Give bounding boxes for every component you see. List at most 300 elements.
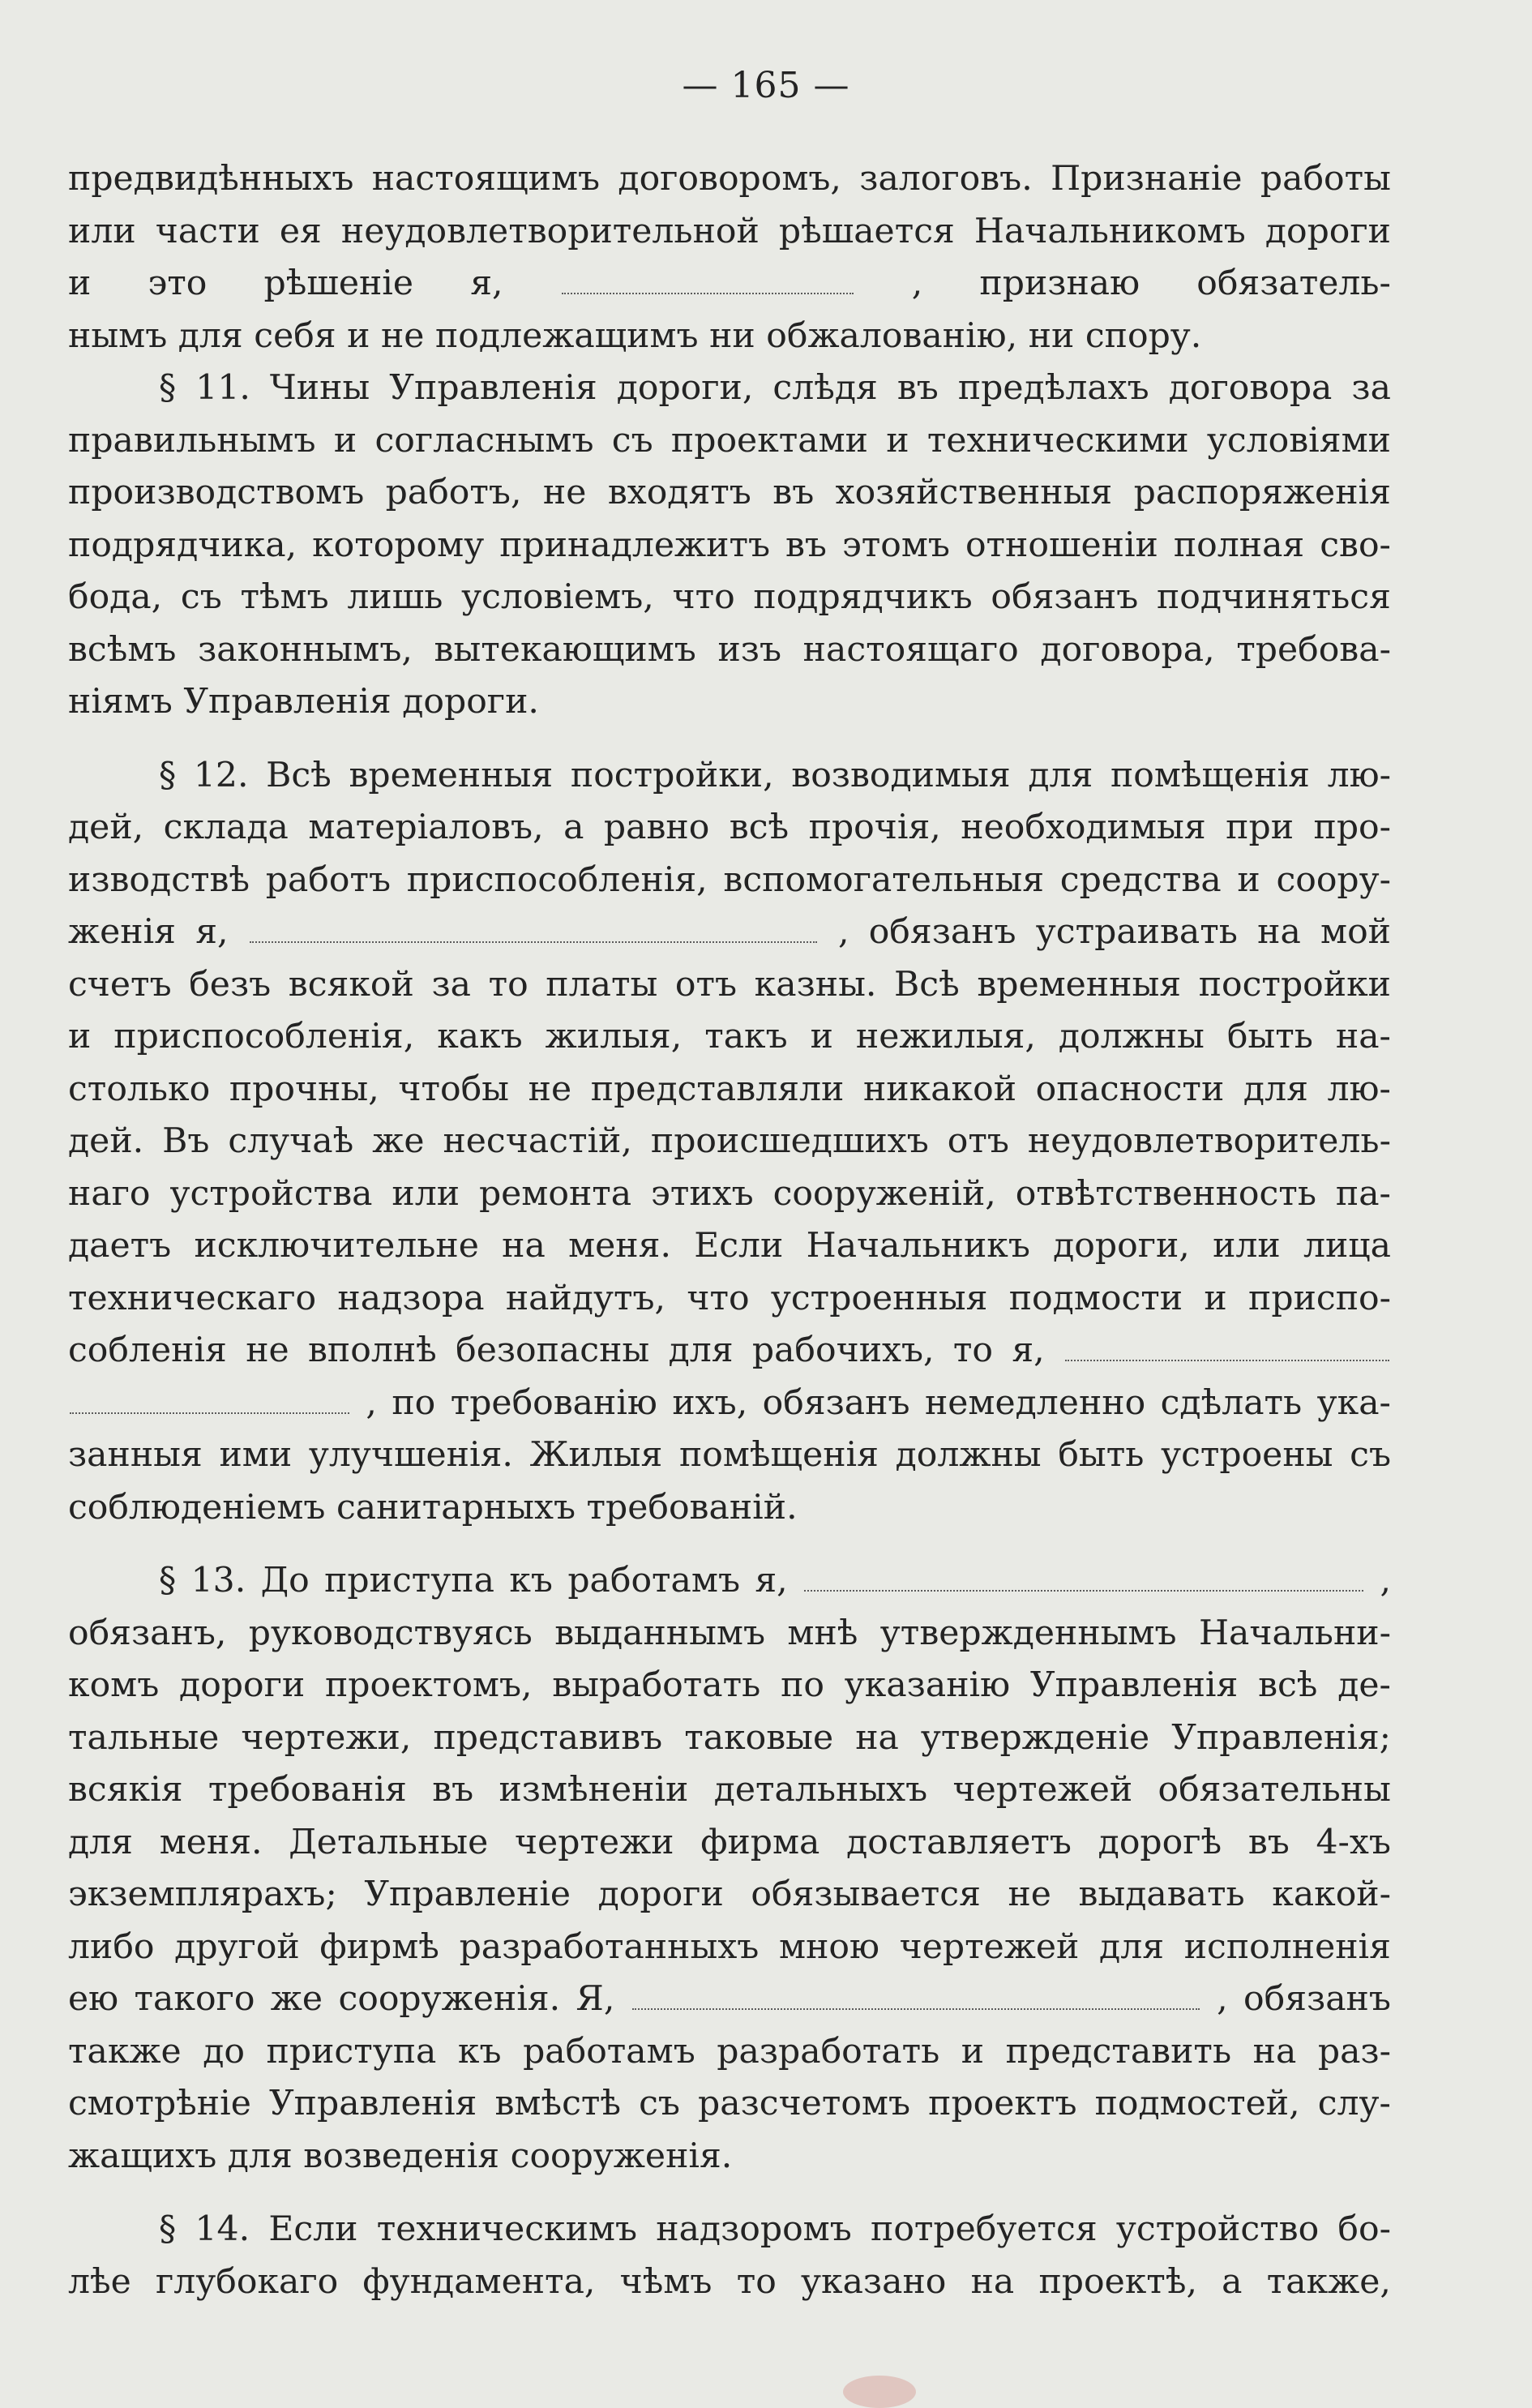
text-line <box>68 1017 1391 1069</box>
word: нежилыя, <box>855 1017 1036 1056</box>
word: вполнѣ <box>308 1330 437 1371</box>
word: дороги. <box>402 682 539 722</box>
word: вспомогательныя <box>723 859 1045 900</box>
word: согласнымъ <box>374 420 594 461</box>
word: законнымъ, <box>198 629 413 670</box>
word: указанію <box>844 1665 1011 1705</box>
word: представить <box>1005 2031 1232 2072</box>
word: приспособленія, <box>113 1017 415 1056</box>
word: сооруженія. <box>510 2136 733 2176</box>
word: дороги <box>1265 211 1391 251</box>
word: про- <box>1313 808 1391 847</box>
text-line <box>68 473 1391 525</box>
word: Въ <box>162 1121 210 1161</box>
word: что <box>687 1278 750 1318</box>
word: должны <box>895 1435 1042 1475</box>
word: лѣе <box>68 2261 131 2302</box>
word: обязательны <box>1158 1770 1391 1810</box>
word: неудовлетворитель- <box>1027 1121 1391 1161</box>
word: найдутъ, <box>505 1278 666 1318</box>
fill-in-blank <box>250 912 817 943</box>
text-line <box>68 808 1391 860</box>
word: съ <box>1350 1435 1391 1475</box>
word: для <box>668 1330 734 1371</box>
word: Управленія <box>268 2084 477 2123</box>
word: работамъ <box>523 2031 695 2072</box>
word: съ <box>180 577 222 617</box>
text-line <box>68 860 1391 913</box>
word: § <box>159 755 177 795</box>
word: въ <box>1247 1822 1290 1862</box>
paper-stain <box>843 2376 916 2408</box>
word: приступа <box>266 2031 437 2072</box>
word: 14. <box>195 2209 250 2249</box>
word: залоговъ. <box>859 159 1033 199</box>
text-line <box>68 1561 1391 1613</box>
word: , <box>366 1382 377 1423</box>
word: этомъ <box>841 525 950 565</box>
word: производствомъ <box>68 473 365 512</box>
word: отъ <box>947 1121 1009 1161</box>
text-line <box>68 1383 1391 1436</box>
word: настоящимъ <box>371 159 601 199</box>
word: детальныхъ <box>713 1770 928 1810</box>
word: 11. <box>195 368 250 408</box>
word: фирма <box>700 1822 820 1862</box>
word: необходимыя <box>961 808 1206 847</box>
text-line <box>68 1069 1391 1122</box>
word: неудовлетворительной <box>340 211 760 251</box>
word: ніямъ <box>68 682 173 722</box>
word: отношеніи <box>965 525 1158 565</box>
word: Детальные <box>289 1822 489 1862</box>
word: къ <box>457 2031 502 2072</box>
word: мною <box>779 1926 879 1967</box>
word: другой <box>174 1926 300 1967</box>
word: меня. <box>159 1822 263 1862</box>
word: устройства <box>169 1173 373 1214</box>
word: несчастій, <box>443 1121 632 1161</box>
word: какой- <box>1272 1875 1391 1914</box>
word: 13. <box>190 1561 246 1601</box>
word: работъ, <box>385 473 522 512</box>
word: платы <box>546 964 658 1005</box>
contract-text <box>68 159 1391 2314</box>
text-line <box>68 1823 1391 1875</box>
word: дороги <box>179 1665 306 1705</box>
word: или <box>1213 1226 1281 1266</box>
word: предѣлахъ <box>957 368 1149 408</box>
word: всѣ <box>729 808 790 847</box>
word: Управленіе <box>364 1875 571 1914</box>
word: Всѣ <box>266 755 332 795</box>
word: всѣ <box>1258 1665 1318 1705</box>
word: и <box>68 264 92 304</box>
text-line <box>68 1875 1391 1927</box>
word: Если <box>268 2209 358 2249</box>
text-line <box>68 2262 1391 2315</box>
word: измѣненіи <box>499 1770 689 1810</box>
word: всякой <box>288 964 414 1005</box>
word: что <box>672 577 735 617</box>
word: на- <box>1335 1017 1391 1056</box>
word: и <box>68 1017 92 1056</box>
word: принадлежитъ <box>499 525 771 565</box>
word: лю- <box>1327 1069 1391 1109</box>
word: я, <box>1012 1330 1045 1371</box>
word: Управленія; <box>1171 1717 1391 1758</box>
word: вытекающимъ <box>434 629 696 670</box>
word: Управленія <box>1029 1665 1239 1705</box>
word: дей. <box>68 1121 144 1161</box>
word: указано <box>801 2261 947 2302</box>
word: сооруженій, <box>772 1173 996 1214</box>
word: для <box>68 1822 133 1862</box>
word: договора, <box>1040 629 1215 670</box>
word: , <box>1380 1561 1391 1601</box>
text-line <box>68 2084 1391 2136</box>
text-line <box>68 577 1391 630</box>
word: представивъ <box>433 1717 663 1758</box>
text-line <box>68 1665 1391 1718</box>
word: я, <box>755 1561 788 1601</box>
word: и <box>886 420 909 461</box>
word: слѣдя <box>772 368 878 408</box>
word: тальные <box>68 1717 220 1758</box>
word: дороги <box>597 1875 724 1914</box>
word: нымъ <box>68 315 168 356</box>
fill-in-blank <box>804 1561 1363 1592</box>
word: проектѣ, <box>1038 2261 1197 2302</box>
word: требованію <box>450 1382 657 1423</box>
word: ихъ, <box>672 1382 748 1423</box>
word: я, <box>195 912 229 953</box>
word: на <box>502 1226 546 1266</box>
word: условіемъ, <box>461 577 654 617</box>
word: занныя <box>68 1435 203 1475</box>
text-line <box>68 1718 1391 1771</box>
word: а <box>1222 2261 1243 2302</box>
word: , <box>1217 1979 1228 2020</box>
text-line <box>68 1279 1391 1331</box>
word: Управленія <box>389 368 597 408</box>
word: случаѣ <box>228 1121 354 1161</box>
word: устроены <box>1161 1435 1333 1475</box>
word: то <box>488 964 528 1005</box>
word: не <box>380 315 425 356</box>
word: входятъ <box>607 473 751 512</box>
word: смотрѣніе <box>68 2084 251 2123</box>
word: приспо- <box>1248 1278 1391 1318</box>
word: рѣшеніе <box>263 264 414 304</box>
word: такого <box>134 1979 255 2020</box>
word: даетъ <box>68 1226 172 1266</box>
word: Начальникомъ <box>974 211 1246 251</box>
text-line <box>68 1174 1391 1227</box>
text-line <box>68 159 1391 212</box>
word: также <box>68 2031 182 2072</box>
word: бо- <box>1337 2209 1391 2249</box>
word: для <box>227 2136 293 2176</box>
word: 4-хъ <box>1316 1822 1391 1862</box>
word: обязанъ <box>868 912 1016 953</box>
word: потребуется <box>871 2209 1098 2249</box>
fill-in-blank <box>70 1383 349 1414</box>
word: не <box>528 1069 572 1109</box>
word: это <box>148 264 208 304</box>
word: какъ <box>437 1017 523 1056</box>
word: прочны, <box>229 1069 379 1109</box>
word: на <box>970 2261 1015 2302</box>
text-line <box>68 1613 1391 1666</box>
word: или <box>392 1173 460 1214</box>
word: устраивать <box>1035 912 1238 953</box>
word: средства <box>1059 859 1222 900</box>
word: всякія <box>68 1770 183 1810</box>
word: опасности <box>1035 1069 1225 1109</box>
text-line <box>68 212 1391 264</box>
word: Управленія <box>183 682 392 722</box>
word: Всѣ <box>894 964 960 1005</box>
word: и <box>961 2031 985 2072</box>
word: или <box>68 211 136 251</box>
text-line <box>68 525 1391 578</box>
word: спору. <box>1085 315 1202 356</box>
word: дороги, <box>1053 1226 1190 1266</box>
text-line <box>68 682 1391 735</box>
word: проектъ <box>928 2084 1077 2123</box>
word: чтобы <box>398 1069 509 1109</box>
word: по <box>781 1665 824 1705</box>
word: равно <box>603 808 710 847</box>
word: па- <box>1335 1173 1391 1214</box>
text-line <box>68 2032 1391 2085</box>
word: лица <box>1303 1226 1391 1266</box>
word: счетъ <box>68 964 172 1005</box>
word: отъ <box>674 964 738 1005</box>
word: съ <box>639 2084 680 2123</box>
word: на <box>855 1717 899 1758</box>
word: дорогѣ <box>1098 1822 1222 1862</box>
word: изъ <box>717 629 782 670</box>
word: для <box>1099 1926 1165 1967</box>
word: безъ <box>189 964 272 1005</box>
word: и <box>333 420 357 461</box>
word: хозяйственныя <box>835 473 1113 512</box>
word: приступа <box>324 1561 494 1601</box>
word: которому <box>312 525 485 565</box>
text-line <box>68 756 1391 808</box>
word: надзора <box>337 1278 485 1318</box>
word: § <box>159 368 177 408</box>
word: де- <box>1337 1665 1391 1705</box>
word: предвидѣнныхъ <box>68 159 354 199</box>
word: бода, <box>68 577 163 617</box>
word: наго <box>68 1173 151 1214</box>
text-line <box>68 421 1391 473</box>
word: въ <box>897 368 939 408</box>
word: въ <box>772 473 815 512</box>
word: утвержденнымъ <box>879 1613 1177 1653</box>
word: работы <box>1260 159 1391 199</box>
word: либо <box>68 1926 155 1967</box>
word: и <box>1204 1278 1227 1318</box>
word: § <box>159 1561 177 1601</box>
word: обязывается <box>751 1875 981 1914</box>
word: договора <box>1168 368 1333 408</box>
word: для <box>1028 755 1093 795</box>
word: техническаго <box>68 1278 317 1318</box>
word: , <box>911 264 923 304</box>
word: обжалованію, <box>766 315 1018 356</box>
word: Начальникъ <box>806 1226 1030 1266</box>
word: до <box>203 2031 245 2072</box>
word: требова- <box>1236 629 1391 670</box>
word: съ <box>611 420 653 461</box>
word: обязанъ <box>991 577 1139 617</box>
word: разработанныхъ <box>459 1926 760 1967</box>
word: обязанъ <box>1243 1979 1391 2020</box>
word: возведенія <box>303 2136 500 2176</box>
word: дороги, <box>616 368 754 408</box>
word: утвержденіе <box>920 1717 1150 1758</box>
word: работъ <box>265 859 392 900</box>
word: при <box>1226 808 1294 847</box>
word: устроенныя <box>770 1278 988 1318</box>
text-line <box>68 1435 1391 1488</box>
word: происшедшихъ <box>650 1121 929 1161</box>
word: и <box>810 1017 833 1056</box>
word: надзоромъ <box>656 2209 852 2249</box>
word: меня. <box>568 1226 671 1266</box>
word: быть <box>1058 1435 1145 1475</box>
word: женія <box>68 912 176 953</box>
word: слу- <box>1317 2084 1391 2123</box>
word: не <box>542 473 587 512</box>
text-line <box>68 368 1391 421</box>
word: раз- <box>1317 2031 1391 2072</box>
word: къ <box>509 1561 553 1601</box>
word: проектомъ, <box>324 1665 533 1705</box>
word: представляли <box>590 1069 845 1109</box>
word: исполненія <box>1183 1926 1391 1967</box>
text-line <box>68 1330 1391 1383</box>
word: жащихъ <box>68 2136 217 2176</box>
word: ремонта <box>478 1173 632 1214</box>
word: не <box>1008 1875 1051 1914</box>
word: сво- <box>1320 525 1391 565</box>
word: въ <box>432 1770 474 1810</box>
word: рабочихъ, <box>751 1330 935 1371</box>
word: комъ <box>68 1665 160 1705</box>
word: руководствуясь <box>248 1613 533 1653</box>
word: выдавать <box>1078 1875 1245 1914</box>
word: 12. <box>193 755 249 795</box>
word: быть <box>1226 1017 1313 1056</box>
word: собленія <box>68 1330 227 1371</box>
word: требованія <box>208 1770 407 1810</box>
word: чертежи, <box>241 1717 412 1758</box>
word: возводимыя <box>791 755 1011 795</box>
text-line <box>68 630 1391 683</box>
word: временныя <box>349 755 554 795</box>
word: безопасны <box>456 1330 650 1371</box>
text-line <box>68 264 1391 316</box>
word: ука- <box>1316 1382 1391 1423</box>
word: глубокаго <box>156 2261 339 2302</box>
word: отвѣтственность <box>1015 1173 1316 1214</box>
word: помѣщенія <box>678 1435 879 1475</box>
fill-in-blank <box>562 264 854 294</box>
word: § <box>159 2209 177 2249</box>
word: всѣмъ <box>68 629 177 670</box>
text-line <box>68 965 1391 1018</box>
word: то <box>736 2261 777 2302</box>
word: таковые <box>684 1717 834 1758</box>
word: исключительне <box>194 1226 479 1266</box>
word: жилыя, <box>545 1017 683 1056</box>
word: въ <box>785 525 827 565</box>
word: соору- <box>1276 859 1391 900</box>
word: и <box>1237 859 1260 900</box>
fill-in-blank <box>1065 1330 1389 1361</box>
word: улучшенія. <box>308 1435 513 1475</box>
word: , <box>837 912 849 953</box>
word: соблюденіемъ <box>68 1487 326 1527</box>
text-line <box>68 1488 1391 1540</box>
text-line <box>68 1121 1391 1174</box>
word: устройство <box>1115 2209 1320 2249</box>
word: также, <box>1266 2261 1391 2302</box>
word: подлежащимъ <box>434 315 699 356</box>
word: такъ <box>704 1017 788 1056</box>
word: и <box>347 315 370 356</box>
word: склада <box>163 808 289 847</box>
word: по <box>392 1382 436 1423</box>
word: Начальни- <box>1198 1613 1391 1653</box>
word: изводствѣ <box>68 859 250 900</box>
word: должны <box>1058 1017 1205 1056</box>
word: лишь <box>347 577 443 617</box>
word: признаю <box>979 264 1140 304</box>
word: подмостей, <box>1094 2084 1300 2123</box>
word: обязанъ, <box>68 1613 227 1653</box>
word: чертежей <box>899 1926 1080 1967</box>
word: подчиняться <box>1156 577 1391 617</box>
word: Я, <box>576 1979 615 2020</box>
word: выработать <box>552 1665 761 1705</box>
word: подмости <box>1008 1278 1183 1318</box>
word: ими <box>219 1435 293 1475</box>
word: техническимъ <box>376 2209 638 2249</box>
word: экземплярахъ; <box>68 1875 337 1914</box>
word: части <box>155 211 260 251</box>
word: правильнымъ <box>68 420 316 461</box>
word: фирмѣ <box>319 1926 439 1967</box>
word: требованій. <box>586 1487 798 1527</box>
page-number: — 165 — <box>682 65 850 106</box>
word: прочія, <box>808 808 941 847</box>
word: ею <box>68 1979 119 2020</box>
word: лю- <box>1327 755 1391 795</box>
word: для <box>178 315 243 356</box>
word: мнѣ <box>787 1613 858 1653</box>
word: Чины <box>269 368 370 408</box>
word: за <box>431 964 471 1005</box>
word: сооруженія. <box>338 1979 561 2020</box>
word: никакой <box>862 1069 1017 1109</box>
word: мой <box>1320 912 1391 953</box>
